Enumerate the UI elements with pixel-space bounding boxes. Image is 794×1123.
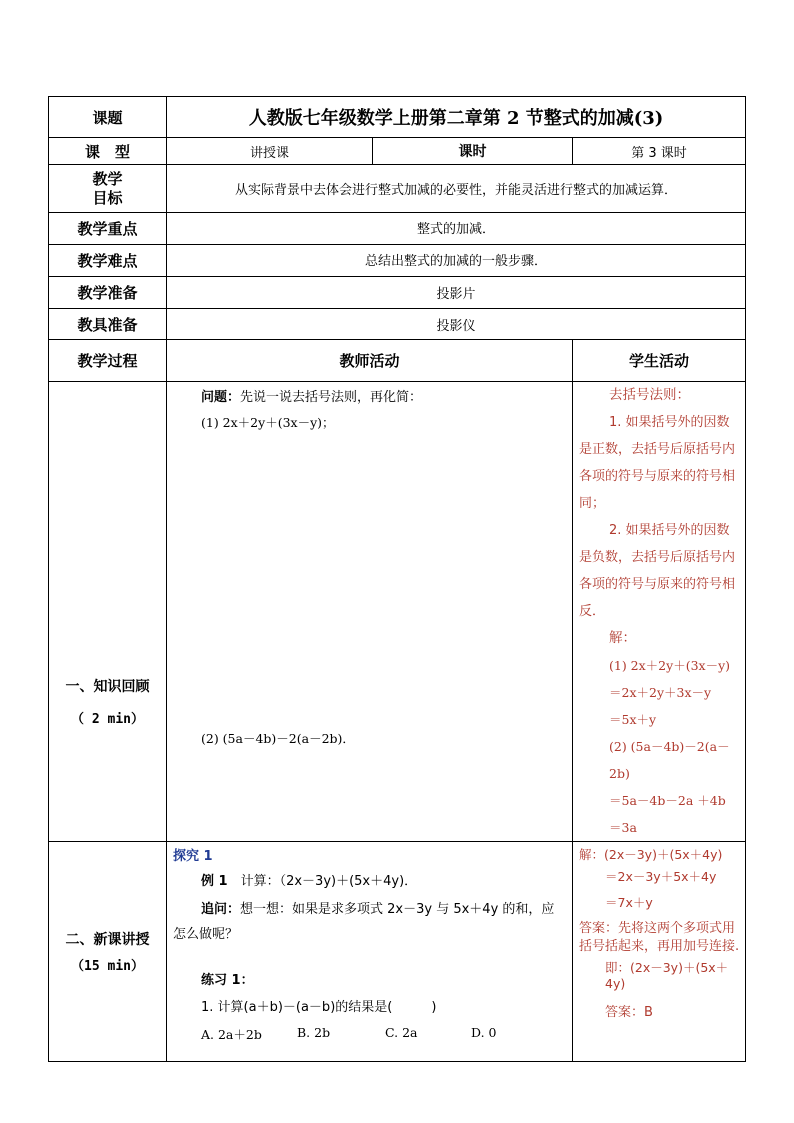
section1-row	[49, 382, 746, 842]
rule-1: 1. 如果括号外的因数是正数，去括号后原括号内各项的符号与原来的符号相同；	[579, 415, 736, 511]
section1-student-content	[579, 382, 741, 841]
s2-answer-1: 答案：先将这两个多项式用括号括起来，再用加号连接.	[579, 921, 740, 954]
solution-label: 解：	[609, 630, 636, 646]
s2-answer-1b: 即：(2x－3y)＋(5x＋4y)	[605, 960, 729, 991]
section2-name: 二、新课讲授	[65, 932, 150, 948]
tools-label: 教具准备	[49, 309, 167, 340]
solution-step-3: ＝5x＋y	[609, 712, 657, 727]
difficulty-row	[49, 245, 746, 277]
goal-value: 从实际背景中去体会进行整式加减的必要性，并能灵活进行整式的加减运算．	[167, 165, 746, 213]
lesson-plan	[48, 96, 745, 1062]
prep-label: 教学准备	[49, 277, 167, 309]
process-label: 教学过程	[49, 340, 167, 382]
solution-step-5: ＝5a－4b－2a ＋4b	[609, 793, 726, 808]
option-a: A. 2a＋2b	[201, 1027, 262, 1042]
type-label: 课 型	[49, 138, 167, 165]
s2-solution-1: 解：(2x－3y)＋(5x＋4y)	[579, 847, 723, 862]
rule-2: 2. 如果括号外的因数是负数，去括号后原括号内各项的符号与原来的符号相反．	[579, 523, 736, 619]
topic-label: 课题	[49, 97, 167, 138]
solution-step-6: ＝3a	[609, 820, 637, 835]
question-2: (2) (5a－4b)－2(a－2b)．	[201, 731, 355, 746]
goal-row	[49, 165, 746, 213]
section2-time: （15 min）	[71, 959, 144, 974]
type-row	[49, 138, 746, 165]
difficulty-value: 总结出整式的加减的一般步骤．	[167, 245, 746, 277]
key-label: 教学重点	[49, 213, 167, 245]
section1-question	[167, 382, 572, 405]
option-b: B. 2b	[297, 1025, 331, 1040]
type-value: 讲授课	[167, 138, 373, 165]
key-value: 整式的加减．	[167, 213, 746, 245]
question-1: (1) 2x＋2y＋(3x－y)；	[201, 415, 335, 430]
difficulty-label: 教学难点	[49, 245, 167, 277]
solution-step-2: ＝2x＋2y＋3x－y	[609, 685, 712, 700]
section2-student-cell	[573, 842, 746, 1062]
student-activity-header: 学生活动	[573, 340, 746, 382]
section1-label-cell	[49, 382, 167, 842]
tools-value: 投影仪	[167, 309, 746, 340]
example-1	[167, 864, 572, 889]
section1-teacher-cell	[167, 382, 573, 842]
rule-title: 去括号法则：	[609, 387, 690, 403]
s2-solution-3: ＝7x＋y	[605, 895, 653, 910]
section1-name: 一、知识回顾	[65, 679, 150, 695]
solution-step-4: (2) (5a－4b)－2(a－2b)	[609, 739, 730, 781]
process-header-row	[49, 340, 746, 382]
prep-value: 投影片	[167, 277, 746, 309]
practice-options	[167, 1015, 572, 1043]
period-value: 第 3 课时	[573, 138, 746, 165]
section1-student-cell	[573, 382, 746, 842]
option-d: D. 0	[471, 1025, 497, 1040]
goal-label: 教学 目标	[49, 165, 167, 213]
section2-label-cell	[49, 842, 167, 1062]
practice-label: 练习 1：	[201, 973, 254, 988]
topic-value: 人教版七年级数学上册第二章第 2 节整式的加减(3)	[167, 97, 746, 138]
explore-label: 探究 1	[173, 849, 213, 864]
period-label: 课时	[373, 138, 573, 165]
practice-question: 1. 计算(a＋b)－(a－b)的结果是( )	[201, 1000, 437, 1015]
followup-label: 追问：	[201, 902, 241, 917]
lesson-plan-table	[48, 96, 746, 1062]
tools-row	[49, 309, 746, 340]
followup	[167, 889, 572, 947]
topic-row	[49, 97, 746, 138]
key-row	[49, 213, 746, 245]
section2-teacher-cell	[167, 842, 573, 1062]
example-label: 例 1	[201, 874, 228, 889]
followup-text: 想一想：如果是求多项式 2x－3y 与 5x＋4y 的和，应怎么做呢？	[173, 902, 555, 942]
s2-solution-2: ＝2x－3y＋5x＋4y	[605, 869, 717, 884]
example-text: 计算：（2x－3y)＋(5x＋4y)．	[227, 874, 418, 889]
prep-row	[49, 277, 746, 309]
s2-answer-2: 答案：B	[605, 1005, 653, 1020]
teacher-activity-header: 教师活动	[167, 340, 573, 382]
section2-row	[49, 842, 746, 1062]
question-label: 问题：	[201, 390, 241, 405]
question-text: 先说一说去括号法则，再化简：	[240, 390, 423, 405]
solution-step-1: (1) 2x＋2y＋(3x－y)	[609, 658, 731, 673]
section1-time: （ 2 min）	[71, 712, 144, 727]
option-c: C. 2a	[385, 1025, 418, 1040]
